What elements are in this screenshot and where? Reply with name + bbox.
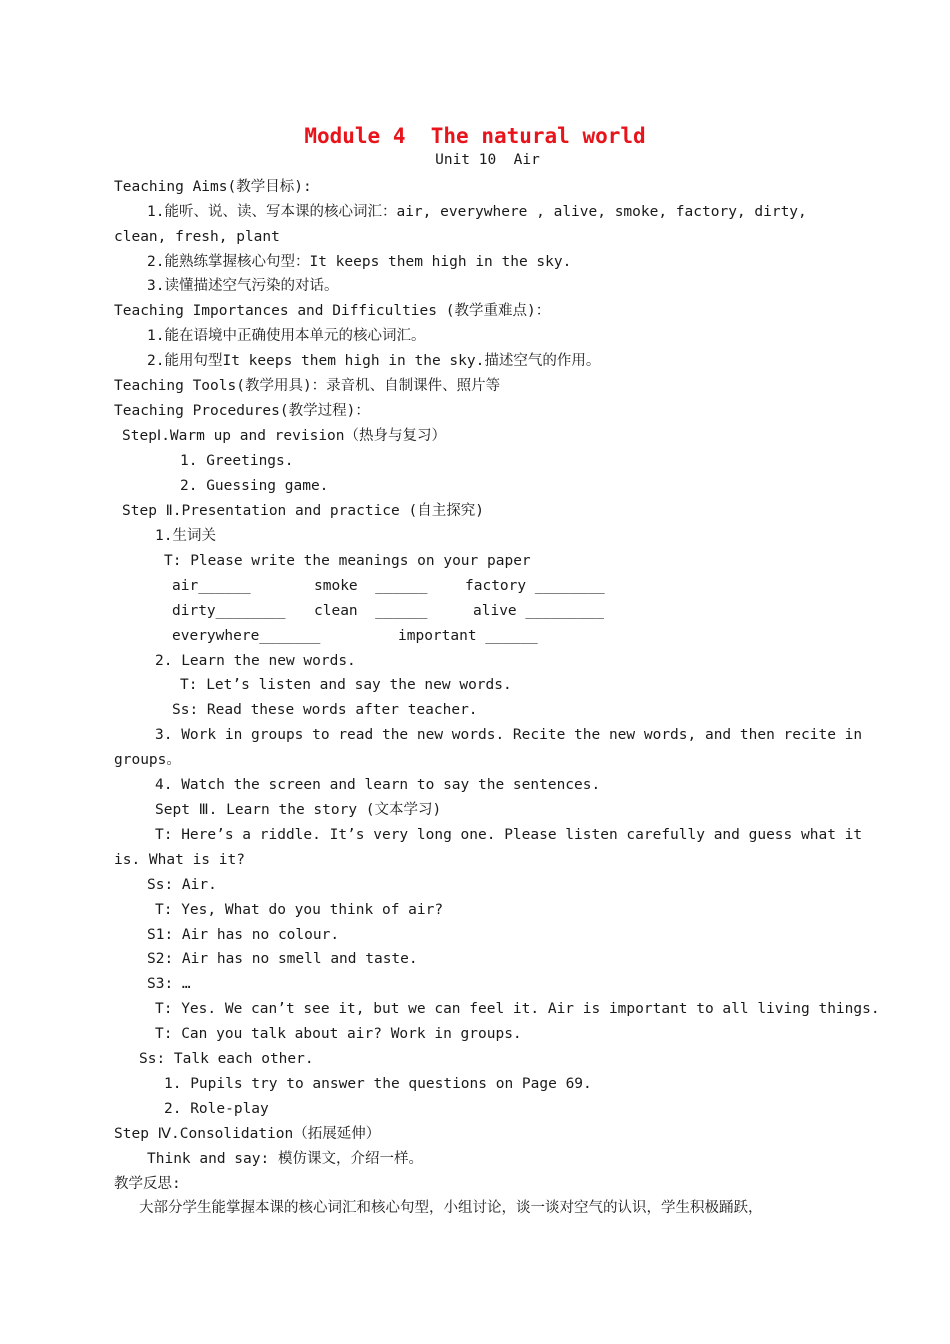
vocab-blank: smoke ______: [314, 578, 428, 594]
vocab-blank: dirty________: [172, 603, 286, 619]
step-3-teacher: T: Yes, What do you think of air?: [155, 902, 444, 918]
step-2-2: 2. Learn the new words.: [155, 653, 356, 669]
vocab-blank: important ______: [398, 628, 538, 644]
step-2-2-teacher: T: Let’s listen and say the new words.: [180, 677, 512, 693]
step-3-student-2: S2: Air has no smell and taste.: [147, 951, 418, 967]
step-3-students: Ss: Air.: [147, 877, 217, 893]
step-4-line: Think and say: 模仿课文，介绍一样。: [147, 1151, 423, 1167]
aims-item-2: 2.能熟练掌握核心句型：It keeps them high in the sky.: [147, 254, 572, 270]
document-title: Module 4 The natural world: [304, 124, 646, 148]
importances-item-2: 2.能用句型It keeps them high in the sky.描述空气的作用。: [147, 353, 601, 369]
reflection-text: 大部分学生能掌握本课的核心词汇和核心句型，小组讨论，谈一谈对空气的认识，学生积极踊跃，: [139, 1200, 763, 1216]
step-2-3-cont: groups。: [114, 752, 181, 768]
importances-item-1: 1.能在语境中正确使用本单元的核心词汇。: [147, 328, 426, 344]
step-3-student-3: S3: …: [147, 976, 191, 992]
reflection-heading: 教学反思:: [114, 1176, 181, 1192]
step-1-item: 1. Greetings.: [180, 453, 294, 469]
aims-item-1-cont: clean, fresh, plant: [114, 229, 280, 245]
aims-heading: Teaching Aims(教学目标):: [114, 179, 312, 195]
aims-item-1: 1.能听、说、读、写本课的核心词汇：air, everywhere , alive, smoke, factory, dirty,: [147, 204, 807, 220]
step-2-1: 1.生词关: [155, 528, 216, 544]
step-3-heading: Sept Ⅲ. Learn the story (文本学习): [155, 802, 442, 818]
step-2-heading: Step Ⅱ.Presentation and practice (自主探究): [122, 503, 484, 519]
step-3-teacher-riddle: T: Here’s a riddle. It’s very long one. Please listen carefully and guess what it: [155, 827, 863, 843]
step-3-students: Ss: Talk each other.: [139, 1051, 314, 1067]
step-3-student-1: S1: Air has no colour.: [147, 927, 340, 943]
step-3-item-2: 2. Role-play: [164, 1101, 269, 1117]
step-3-item-1: 1. Pupils try to answer the questions on Page 69.: [164, 1076, 592, 1092]
step-3-teacher-riddle-cont: is. What is it?: [114, 852, 245, 868]
step-2-1-teacher: T: Please write the meanings on your paper: [164, 553, 531, 569]
importances-heading: Teaching Importances and Difficulties (教学重难点)：: [114, 303, 551, 319]
procedures-heading: Teaching Procedures(教学过程)：: [114, 403, 370, 419]
vocab-blank: alive _________: [473, 603, 604, 619]
step-1-item: 2. Guessing game.: [180, 478, 329, 494]
vocab-blank: factory ________: [465, 578, 605, 594]
step-3-teacher: T: Can you talk about air? Work in groups.: [155, 1026, 522, 1042]
aims-item-3: 3.读懂描述空气污染的对话。: [147, 278, 339, 294]
step-2-2-students: Ss: Read these words after teacher.: [172, 702, 478, 718]
document-subtitle: Unit 10 Air: [435, 152, 540, 168]
vocab-blank: everywhere_______: [172, 628, 321, 644]
tools-line: Teaching Tools(教学用具)：录音机、自制课件、照片等: [114, 378, 501, 394]
step-1-heading: StepⅠ.Warm up and revision（热身与复习）: [122, 428, 447, 444]
step-4-heading: Step Ⅳ.Consolidation（拓展延伸）: [114, 1126, 381, 1142]
step-2-3: 3. Work in groups to read the new words. Recite the new words, and then recite in: [155, 727, 863, 743]
step-3-teacher: T: Yes. We can’t see it, but we can feel it. Air is important to all living things.: [155, 1001, 880, 1017]
vocab-blank: air______: [172, 578, 251, 594]
vocab-blank: clean ______: [314, 603, 428, 619]
step-2-4: 4. Watch the screen and learn to say the sentences.: [155, 777, 601, 793]
